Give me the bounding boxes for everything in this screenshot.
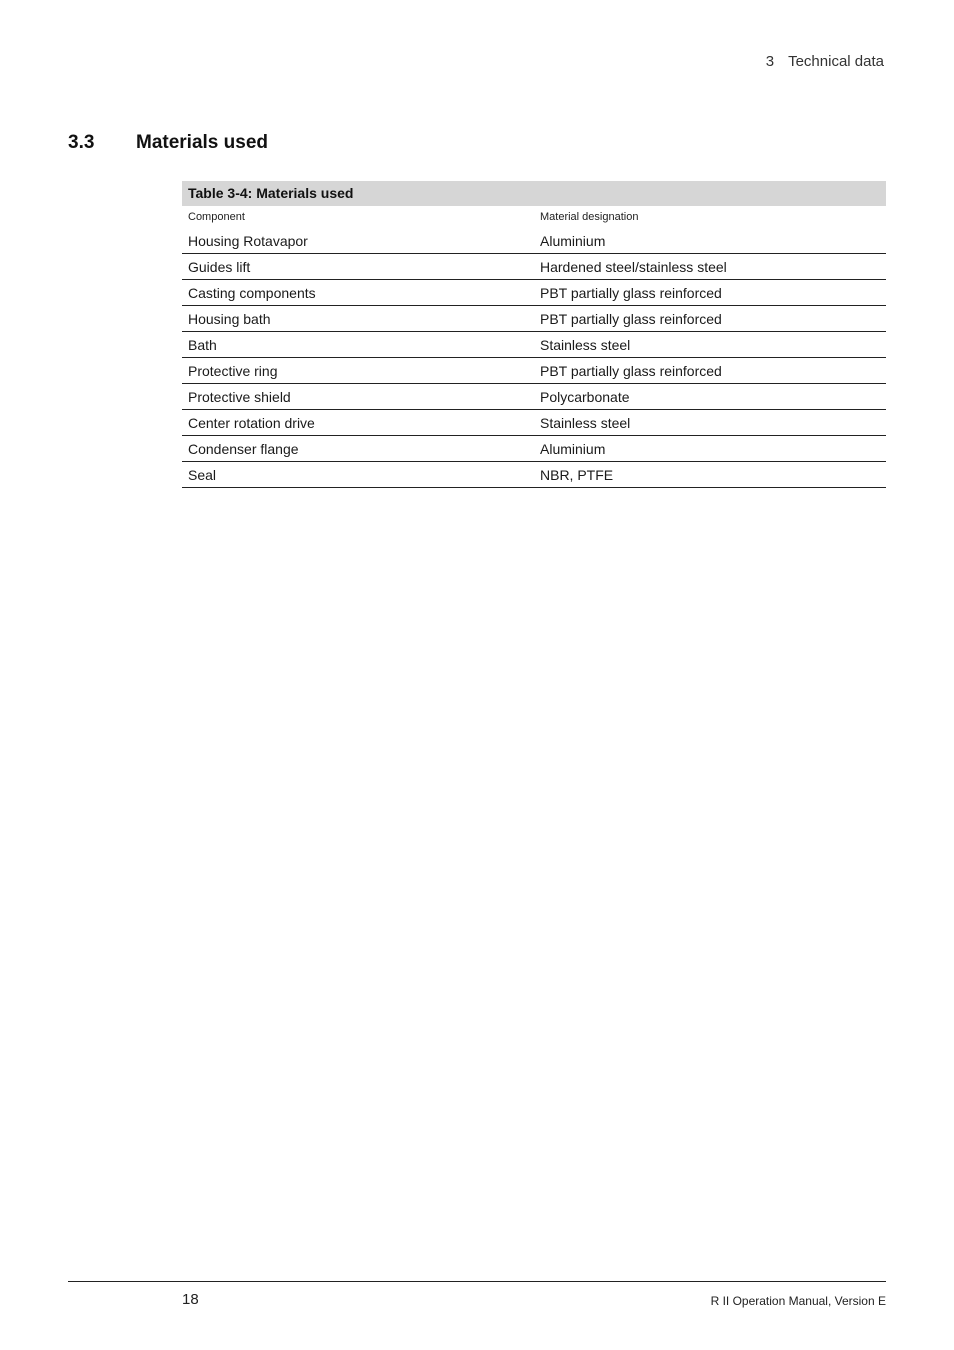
material-cell: PBT partially glass reinforced (534, 280, 886, 306)
material-cell: PBT partially glass reinforced (534, 358, 886, 384)
chapter-number: 3 (765, 53, 775, 70)
running-header (766, 53, 884, 70)
component-cell: Seal (182, 462, 534, 488)
table-row (182, 410, 886, 436)
material-cell: PBT partially glass reinforced (534, 306, 886, 332)
material-cell: Stainless steel (534, 410, 886, 436)
page-number: 18 (182, 1291, 199, 1308)
component-cell: Bath (182, 332, 534, 358)
component-cell: Guides lift (182, 254, 534, 280)
material-cell: Polycarbonate (534, 384, 886, 410)
section-title: Materials used (136, 132, 268, 153)
component-cell: Housing bath (182, 306, 534, 332)
material-cell: Hardened steel/stainless steel (534, 254, 886, 280)
section-number: 3.3 (68, 132, 95, 153)
table-header-row (182, 206, 886, 228)
component-cell: Protective ring (182, 358, 534, 384)
table-row (182, 228, 886, 254)
column-header-component: Component (188, 211, 245, 223)
component-cell: Housing Rotavapor (182, 228, 534, 254)
component-cell: Condenser flange (182, 436, 534, 462)
materials-table-grid (182, 206, 886, 488)
table-row (182, 306, 886, 332)
component-cell: Protective shield (182, 384, 534, 410)
table-row (182, 384, 886, 410)
chapter-title: Technical data (788, 53, 884, 70)
table-row (182, 280, 886, 306)
material-cell: Stainless steel (534, 332, 886, 358)
material-cell: NBR, PTFE (534, 462, 886, 488)
materials-table (182, 181, 886, 488)
table-row (182, 332, 886, 358)
component-cell: Casting components (182, 280, 534, 306)
material-cell: Aluminium (534, 228, 886, 254)
footer-divider (68, 1281, 886, 1282)
section-heading (68, 132, 268, 154)
table-row (182, 254, 886, 280)
footer-document-title: R II Operation Manual, Version E (710, 1294, 886, 1308)
column-header-material: Material designation (540, 211, 639, 223)
table-row (182, 462, 886, 488)
component-cell: Center rotation drive (182, 410, 534, 436)
material-cell: Aluminium (534, 436, 886, 462)
table-row (182, 358, 886, 384)
table-caption: Table 3-4: Materials used (182, 181, 886, 206)
table-row (182, 436, 886, 462)
